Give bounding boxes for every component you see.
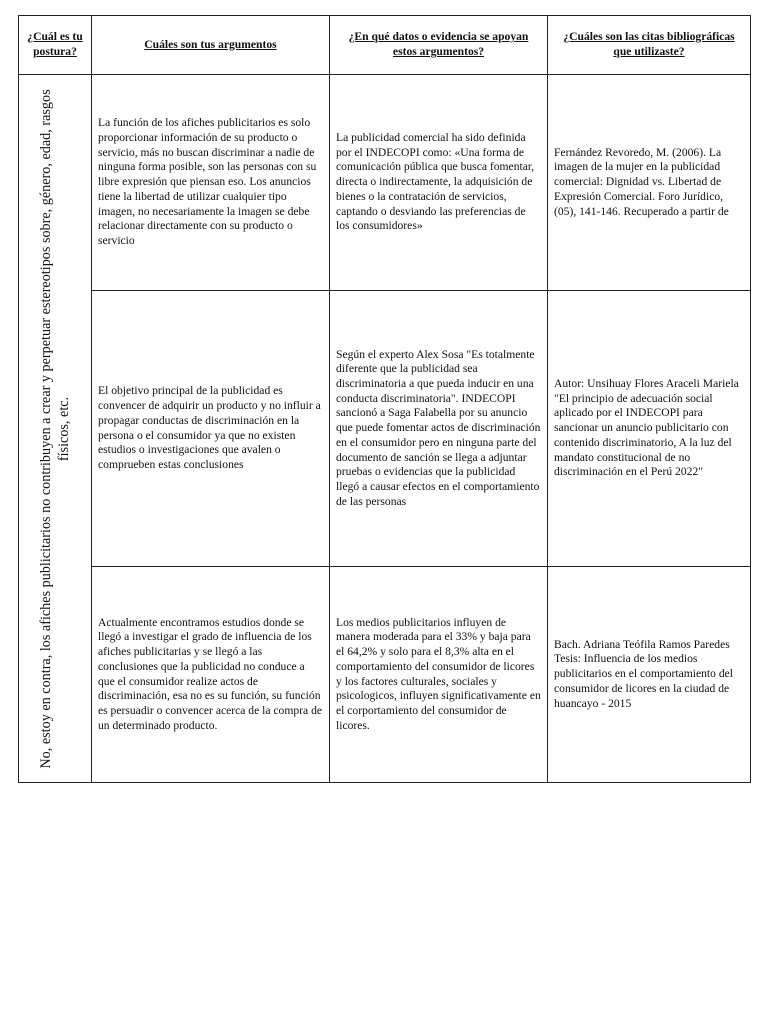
header-row bbox=[19, 16, 751, 75]
citation-cell: Fernández Revoredo, M. (2006). La imagen de la mujer en la publicidad comercial: Dignidad vs. Libertad de Expresión Comercial. Foro Jurídico, (05), 141-146. Recuperado a partir de bbox=[548, 75, 751, 291]
header-citations: ¿Cuáles son las citas bibliográficas que utilizaste? bbox=[548, 16, 751, 75]
header-stance: ¿Cuál es tu postura? bbox=[19, 16, 92, 75]
argument-cell: El objetivo principal de la publicidad es convencer de adquirir un producto y no influir a propagar conductas de discriminación en la persona o el consumidor ya que no existen estudios o investigaciones que avalen o comprueben estas conclusiones bbox=[92, 291, 330, 567]
citation-cell bbox=[548, 567, 751, 783]
citation-author: Bach. Adriana Teófila Ramos Paredes bbox=[554, 637, 730, 651]
argument-cell: Actualmente encontramos estudios donde se llegó a investigar el grado de influencia de los afiches publicitarias y se llegó a las conclusiones que la publicidad no conduce a que el consumidor realize actos de discriminación, esa no es su función, su función es persuadir o convencer acerca de la compra de un determinado producto. bbox=[92, 567, 330, 783]
table-row bbox=[19, 567, 751, 783]
header-arguments: Cuáles son tus argumentos bbox=[92, 16, 330, 75]
table-row bbox=[19, 291, 751, 567]
evidence-cell: Los medios publicitarios influyen de manera moderada para el 33% y baja para el 64,2% y solo para el 8,3% alta en el comportamiento del consumidor de licores y los factores culturales, sociales y psicologicos, influyen significativamente en el corportamiento del consumidor de licores. bbox=[330, 567, 548, 783]
citation-cell: Autor: Unsihuay Flores Araceli Mariela "El principio de adecuación social aplicado por el INDECOPI para sancionar un anuncio publicitario con contenido discriminatorio, A la luz del mandato constitucional de no discriminación en el Perú 2022" bbox=[548, 291, 751, 567]
header-evidence: ¿En qué datos o evidencia se apoyan estos argumentos? bbox=[330, 16, 548, 75]
citation-title: Tesis: Influencia de los medios publicitarios en el comportamiento del consumidor de licores en la ciudad de huancayo - 2015 bbox=[554, 652, 734, 710]
stance-text: No, estoy en contra, los afiches publicitarios no contribuyen a crear y perpetuar estereotipos sobre, género, edad, rasgos físicos, etc. bbox=[37, 88, 72, 769]
evidence-cell: Según el experto Alex Sosa "Es totalmente diferente que la publicidad sea discriminatoria a que pueda inducir en una conducta discriminatoria". INDECOPI sancionó a Saga Falabella por su anuncio que puede fomentar actos de discriminación en el consumidor pero en ninguna parte del documento de sanción se llega a adjuntar pruebas o evidencias que la publicidad llegó a causar efectos en el comportamiento de las personas bbox=[330, 291, 548, 567]
table-row bbox=[19, 75, 751, 291]
argument-cell: La función de los afiches publicitarios es solo proporcionar información de su producto o servicio, más no buscan discriminar a nadie de ninguna forma posible, son las personas con su libre expresión que piensan eso. Los anuncios tiene la libertad de utilizar cualquier tipo imagen, no necesariamente la imagen se debe relacionar directamente con su producto o servicio bbox=[92, 75, 330, 291]
argument-table bbox=[18, 15, 751, 783]
stance-cell bbox=[19, 75, 92, 783]
evidence-cell: La publicidad comercial ha sido definida por el INDECOPI como: «Una forma de comunicación pública que busca fomentar, directa o indirectamente, la adquisición de bienes o la contratación de servicios, captando o desviando las preferencias de los consumidores» bbox=[330, 75, 548, 291]
